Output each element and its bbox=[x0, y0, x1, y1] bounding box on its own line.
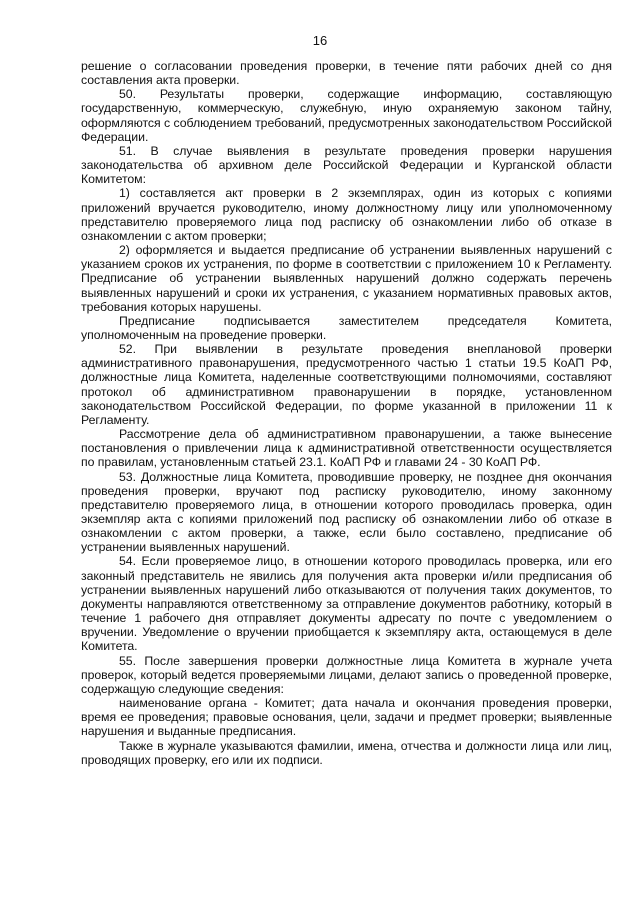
paragraph-item-51-2: 2) оформляется и выдается предписание об устранении выявленных нарушений с указанием сроков их устранения, по форме в соответствии с приложением 10 к Регламенту. Предписание об устранении выявленных нарушений должно содержать перечень выявленных нарушений и сроки их устранения, с указанием нормативных правовых актов, требования которых нарушены. bbox=[81, 243, 612, 314]
paragraph-journal-signatures: Также в журнале указываются фамилии, имена, отчества и должности лица или лиц, проводящих проверку, его или их подписи. bbox=[81, 738, 612, 767]
page-number: 16 bbox=[312, 33, 328, 48]
paragraph-item-51-1: 1) составляется акт проверки в 2 экземплярах, один из которых с копиями приложений вручается руководителю, иному должностному лицу или уполномоченному представителю проверяемого лица под расписку об ознакомлении либо об отказе в ознакомлении с актом проверки; bbox=[81, 186, 612, 243]
paragraph-item-55: 55. После завершения проверки должностные лица Комитета в журнале учета проверок, который ведется проверяемыми лицами, делают запись о проведенной проверке, содержащую следующие сведения: bbox=[81, 653, 612, 696]
paragraph-item-54: 54. Если проверяемое лицо, в отношении которого проводилась проверка, или его законный представитель не явились для получения акта проверки и/или предписания об устранении выявленных нарушений либо отказываются от получения таких документов, то документы направляются ответственному за отправление документов работнику, который в течение 1 рабочего дня отправляет документы адресату по почте с уведомлением о вручении. Уведомление о вручении приобщается к экземпляру акта, остающемуся в деле Комитета. bbox=[81, 554, 612, 654]
paragraph-continuation: решение о согласовании проведения проверки, в течение пяти рабочих дней со дня составления акта проверки. bbox=[81, 59, 612, 88]
document-body bbox=[81, 59, 612, 767]
paragraph-journal-details: наименование органа - Комитет; дата начала и окончания проведения проверки, время ее проведения; правовые основания, цели, задачи и предмет проверки; выявленные нарушения и выданные предписания. bbox=[81, 696, 612, 739]
paragraph-item-53: 53. Должностные лица Комитета, проводившие проверку, не позднее дня окончания проведения проверки, вручают под расписку руководителю, иному законному представителю проверяемого лица, в отношении которого проводилась проверка, один экземпляр акта с копиями приложений под расписку об ознакомлении либо об отказе в ознакомлении с актом проверки, а также, если было составлено, предписание об устранении выявленных нарушений. bbox=[81, 469, 612, 555]
paragraph-case-review: Рассмотрение дела об административном правонарушении, а также вынесение постановления о привлечении лица к административной ответственности осуществляется по правилам, установленным статьей 23.1. КоАП РФ и главами 24 - 30 КоАП РФ. bbox=[81, 427, 612, 470]
paragraph-item-50: 50. Результаты проверки, содержащие информацию, составляющую государственную, коммерческую, служебную, иную охраняемую законом тайну, оформляются с соблюдением требований, предусмотренных законодательством Российской Федерации. bbox=[81, 87, 612, 144]
paragraph-item-52: 52. При выявлении в результате проведения внеплановой проверки административного правонарушения, предусмотренного частью 1 статьи 19.5 КоАП РФ, должностные лица Комитета, наделенные соответствующими полномочиями, составляют протокол об административном правонарушении в порядке, установленном законодательством Российской Федерации, по форме указанной в приложении 11 к Регламенту. bbox=[81, 342, 612, 427]
paragraph-order-signature: Предписание подписывается заместителем председателя Комитета, уполномоченным на проведение проверки. bbox=[81, 313, 612, 342]
paragraph-item-51: 51. В случае выявления в результате проведения проверки нарушения законодательства об архивном деле Российской Федерации и Курганской области Комитетом: bbox=[81, 143, 612, 187]
